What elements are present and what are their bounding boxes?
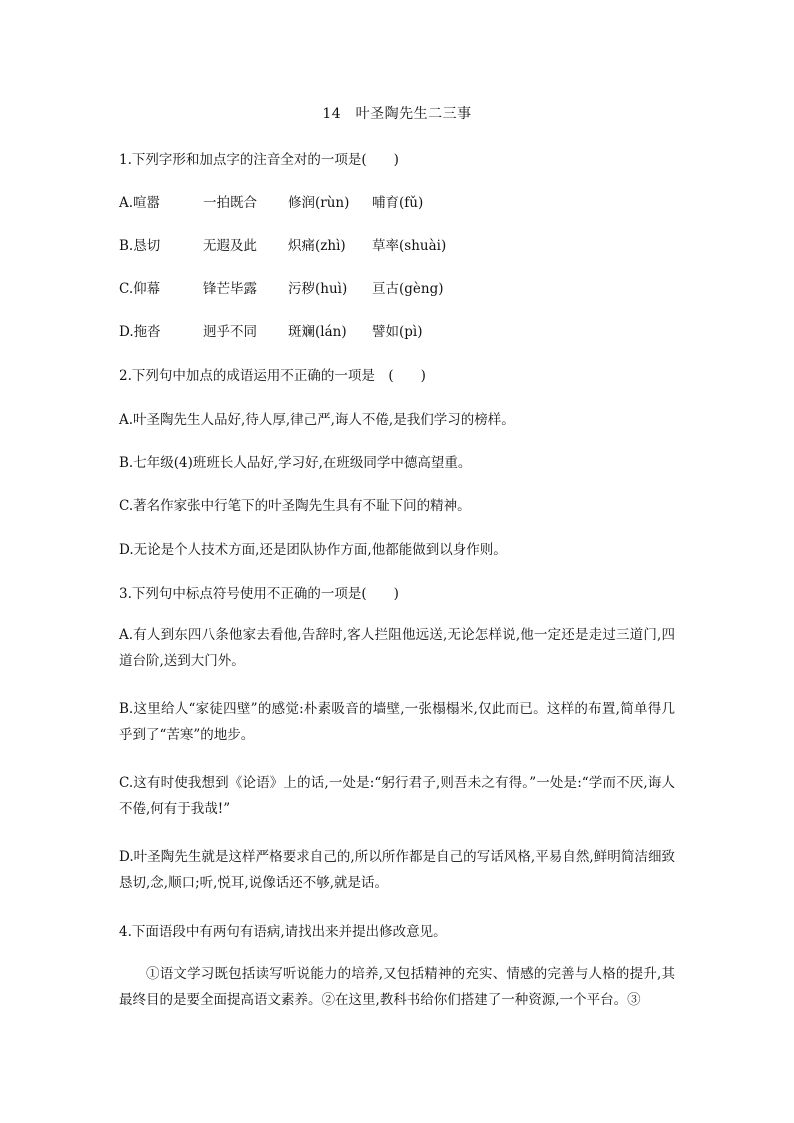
option-cell: 无遐及此	[203, 238, 257, 254]
option-cell: 亘古(gèng)	[372, 281, 444, 297]
question-3-option-c: C.这有时使我想到《论语》上的话,一处是:“躬行君子,则吾未之有得。”一处是:“学而不厌,诲人不倦,何有于我哉!”	[119, 775, 675, 817]
question-1-option-d	[119, 320, 492, 340]
option-cell: 哺育(fǔ)	[372, 195, 424, 211]
option-cell: C.仰幕	[119, 281, 161, 297]
option-cell: 迥乎不同	[203, 324, 257, 340]
question-1-option-a	[119, 191, 492, 211]
option-cell: 炽痛(zhì)	[288, 238, 346, 254]
question-1-option-b	[119, 234, 492, 254]
option-cell: 一拍既合	[203, 195, 257, 211]
question-1-stem: 1.下列字形和加点字的注音全对的一项是( )	[119, 152, 399, 168]
option-cell: A.喧嚣	[119, 195, 161, 211]
question-2-option-c: C.著名作家张中行笔下的叶圣陶先生具有不耻下问的精神。	[119, 498, 471, 514]
option-cell: B.恳切	[119, 238, 161, 254]
option-cell: 譬如(pì)	[372, 324, 423, 340]
question-2-option-a: A.叶圣陶先生人品好,待人厚,律己严,诲人不倦,是我们学习的榜样。	[119, 412, 515, 428]
option-cell: 修润(rùn)	[288, 195, 350, 211]
question-4-stem: 4.下面语段中有两句有语病,请找出来并提出修改意见。	[119, 924, 447, 940]
question-2-option-d: D.无论是个人技术方面,还是团队协作方面,他都能做到以身作则。	[119, 542, 507, 558]
option-cell: 草率(shuài)	[372, 238, 447, 254]
question-2-option-b: B.七年级(4)班班长人品好,学习好,在班级同学中德高望重。	[119, 455, 472, 471]
option-cell: D.拖沓	[119, 324, 161, 340]
page-title: 14 叶圣陶先生二三事	[322, 106, 472, 122]
question-3-option-b: B.这里给人“家徒四壁”的感觉:朴素吸音的墙壁,一张榻榻米,仅此而已。这样的布置,简单得几乎到了“苦寒”的地步。	[119, 701, 675, 743]
question-3-option-d: D.叶圣陶先生就是这样严格要求自己的,所以所作都是自己的写话风格,平易自然,鲜明简洁细致恳切,念,顺口;听,悦耳,说像话还不够,就是话。	[119, 849, 675, 891]
question-2-stem: 2.下列句中加点的成语运用不正确的一项是 ( )	[119, 368, 426, 384]
option-cell: 锋芒毕露	[203, 281, 257, 297]
question-1-option-c	[119, 277, 492, 297]
question-3-option-a: A.有人到东四八条他家去看他,告辞时,客人拦阻他远送,无论怎样说,他一定还是走过三道门,四道台阶,送到大门外。	[119, 627, 675, 669]
option-cell: 斑斓(lán)	[288, 324, 347, 340]
question-4-passage: ①语文学习既包括读写听说能力的培养,又包括精神的充实、情感的完善与人格的提升,其最终目的是要全面提高语文素养。②在这里,教科书给你们搭建了一种资源,一个平台。③	[119, 966, 675, 1008]
question-3-stem: 3.下列句中标点符号使用不正确的一项是( )	[119, 586, 399, 602]
option-cell: 污秽(huì)	[288, 281, 348, 297]
